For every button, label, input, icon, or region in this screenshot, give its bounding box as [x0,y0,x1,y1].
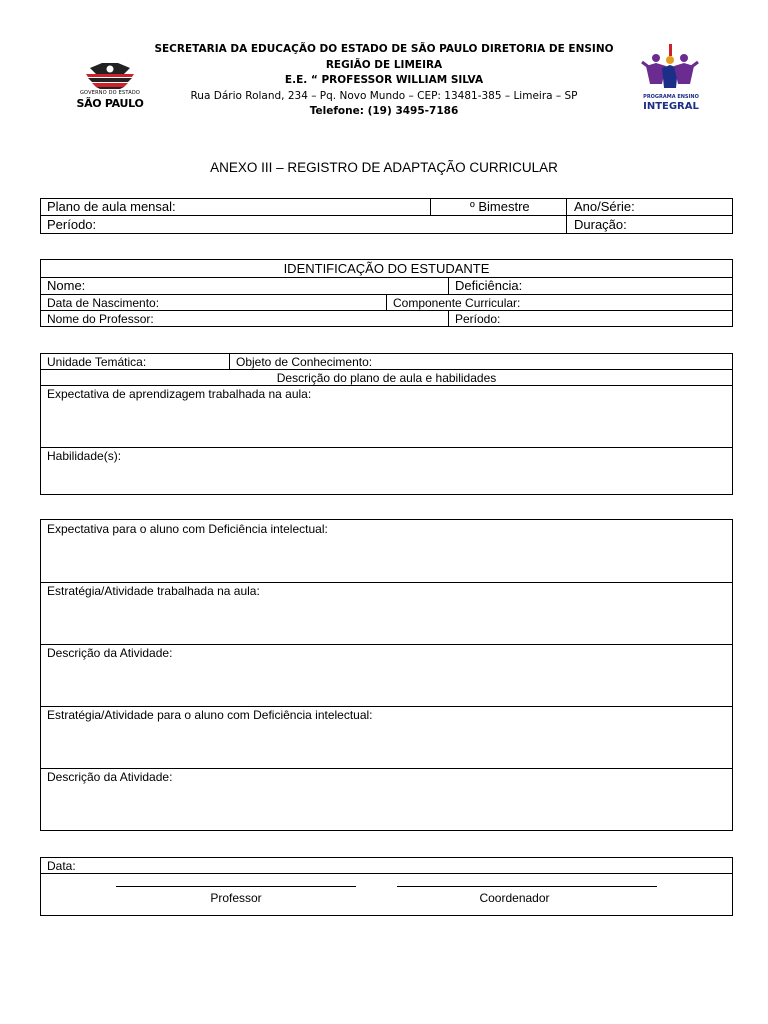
descricao-atividade-label: Descrição da Atividade: [47,646,173,660]
unidade-tematica-label: Unidade Temática: [47,355,147,369]
letterhead-secretaria: SECRETARIA DA EDUCAÇÃO DO ESTADO DE SÃO PAULO DIRETORIA DE ENSINO [154,43,614,55]
document-title: ANEXO III – REGISTRO DE ADAPTAÇÃO CURRICULAR [210,160,558,175]
descricao-plano-heading: Descrição do plano de aula e habilidades [276,371,497,385]
student-section-heading: IDENTIFICAÇÃO DO ESTUDANTE [283,261,490,276]
letterhead-school: E.E. “ PROFESSOR WILLIAM SILVA [284,74,484,86]
duracao-label: Duração: [574,217,627,232]
sp-flag-icon [72,60,148,90]
expectativa-deficiencia-label: Expectativa para o aluno com Deficiência intelectual: [47,522,328,536]
estrategia-atividade-label: Estratégia/Atividade trabalhada na aula: [47,584,260,598]
coordenador-signature-line [397,886,657,887]
coordenador-signature-label: Coordenador [479,891,550,905]
plano-aula-label: Plano de aula mensal: [47,199,176,214]
letterhead [150,42,618,120]
letterhead-regiao: REGIÃO DE LIMEIRA [325,58,443,71]
objeto-conhecimento-label: Objeto de Conhecimento: [236,355,373,369]
letterhead-phone: Telefone: (19) 3495-7186 [309,105,459,117]
ano-serie-label: Ano/Série: [574,199,635,214]
deficiencia-label: Deficiência: [455,278,523,293]
sao-paulo-government-logo [72,60,148,112]
habilidades-label: Habilidade(s): [47,449,122,463]
componente-curricular-label: Componente Curricular: [393,296,521,310]
expectativa-aprendizagem-label: Expectativa de aprendizagem trabalhada na aula: [47,387,312,401]
data-label: Data: [47,859,76,873]
descricao-atividade-label-2: Descrição da Atividade: [47,770,173,784]
nome-professor-label: Nome do Professor: [47,312,154,326]
periodo-label: Período: [47,217,97,232]
children-figures-icon [636,44,706,94]
adaptation-table [40,519,733,831]
professor-signature-label: Professor [210,891,262,905]
logo-wordmark: SÃO PAULO [76,97,144,110]
logo-caption-programa: PROGRAMA ENSINO [643,94,699,100]
data-nascimento-label: Data de Nascimento: [47,296,160,310]
logo-wordmark-integral: INTEGRAL [643,101,699,112]
bimestre-label: º Bimestre [470,199,530,214]
nome-label: Nome: [47,278,86,293]
programa-ensino-integral-logo [636,44,706,118]
estrategia-deficiencia-label: Estratégia/Atividade para o aluno com Deficiência intelectual: [47,708,373,722]
logo-caption: GOVERNO DO ESTADO [79,90,141,96]
professor-signature-line [116,886,356,887]
letterhead-address: Rua Dário Roland, 234 – Pq. Novo Mundo – CEP: 13481-385 – Limeira – SP [190,89,578,102]
periodo-student-label: Período: [455,312,501,326]
